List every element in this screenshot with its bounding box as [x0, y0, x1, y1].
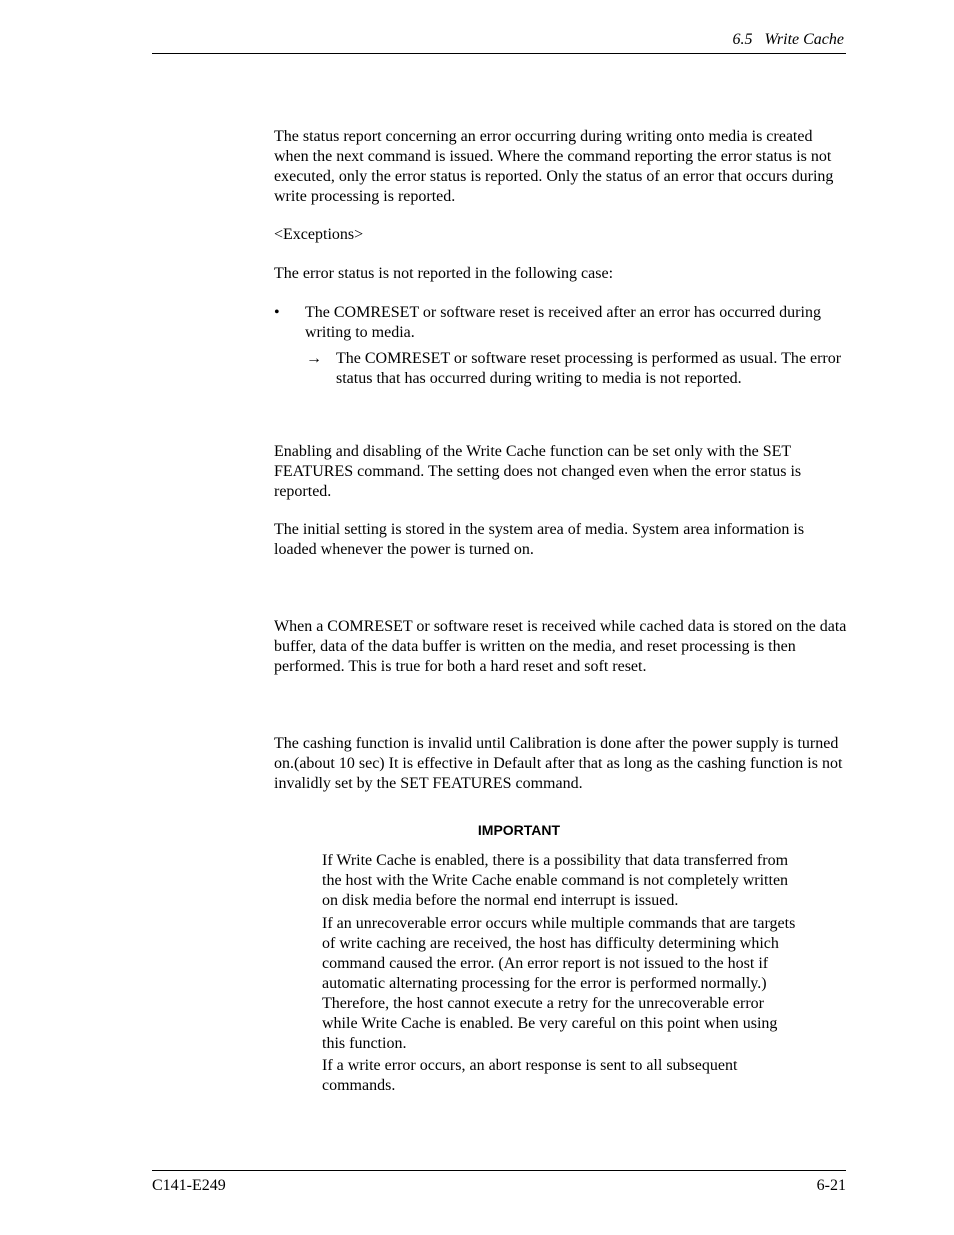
important-item: If Write Cache is enabled, there is a possibility that data transferred from the host with the Write Cache enable command is not completely written on disk media before the normal end interrupt is issued.: [322, 852, 789, 909]
important-title: IMPORTANT: [477, 822, 561, 838]
paragraph-exception-case: The error status is not reported in the following case:: [274, 265, 614, 282]
page-number: 6-21: [816, 1177, 846, 1194]
bullet-item-comreset: The COMRESET or software reset is received after an error has occurred during writing to media.: [305, 304, 821, 341]
exceptions-label: <Exceptions>: [274, 226, 364, 243]
header-rule: [152, 53, 846, 54]
paragraph-error-status-report: The status report concerning an error occurring during writing onto media is created when the next command is issued. Where the command reporting the error status is not executed, only the error status is reported. Only the status of an error that occurs during write processing is reported.: [274, 128, 834, 205]
bullet-icon: •: [274, 304, 280, 321]
footer-rule: [152, 1170, 846, 1171]
important-item: If a write error occurs, an abort response is sent to all subsequent commands.: [322, 1057, 738, 1094]
paragraph-reset-behavior: When a COMRESET or software reset is received while cached data is stored on the data buffer, data of the data buffer is written on the media, and reset processing is then performed. This is true for both a hard reset and soft reset.: [274, 618, 847, 675]
important-item: If an unrecoverable error occurs while multiple commands that are targets of write caching are received, the host has difficulty determining which command caused the error. (An error report is not issued to the host if automatic alternating processing for the error is performed normally.) Therefore, the host cannot execute a retry for the unrecoverable error while Write Cache is enabled. Be very careful on this point when using this function.: [322, 915, 796, 1052]
paragraph-enable-disable: Enabling and disabling of the Write Cache function can be set only with the SET FEATURES command. The setting does not changed even when the error status is reported.: [274, 443, 802, 500]
arrow-right-icon: →: [306, 350, 322, 367]
paragraph-calibration: The cashing function is invalid until Calibration is done after the power supply is turned on.(about 10 sec) It is effective in Default after that as long as the cashing function is not invalidly set by the SET FEATURES command.: [274, 735, 843, 792]
paragraph-initial-setting: The initial setting is stored in the system area of media. System area information is loaded whenever the power is turned on.: [274, 521, 805, 558]
document-id: C141-E249: [152, 1177, 226, 1194]
running-header: 6.5 Write Cache: [732, 31, 844, 48]
arrow-item-reset-processing: The COMRESET or software reset processing is performed as usual. The error status that has occurred during writing to media is not reported.: [336, 350, 842, 387]
